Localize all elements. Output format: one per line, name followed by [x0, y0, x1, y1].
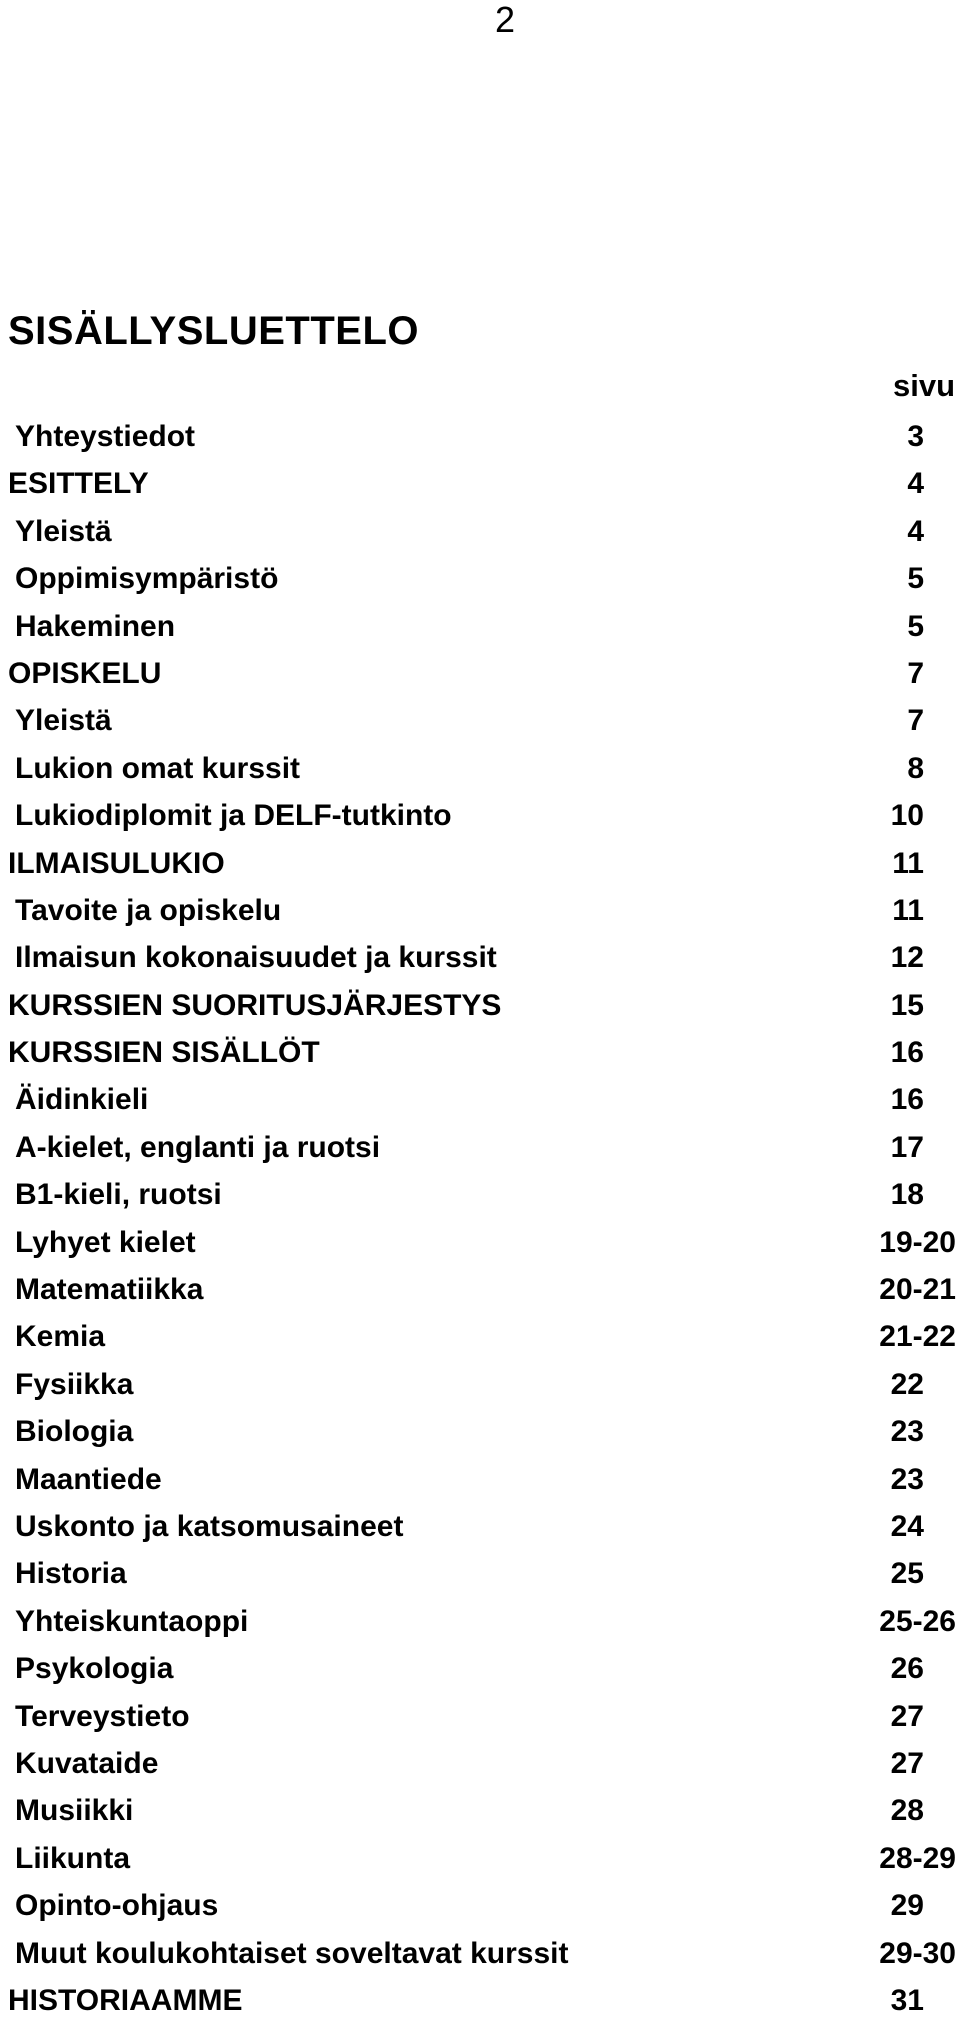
toc-entry-page: 19-20: [879, 1225, 956, 1259]
toc-entry: [0, 697, 960, 744]
toc-entry-label: Lukion omat kurssit: [15, 751, 301, 785]
toc-entry-page: 29: [890, 1889, 924, 1923]
toc-entry: [0, 1171, 960, 1218]
table-of-contents: [0, 413, 960, 2024]
toc-entry: [0, 1124, 960, 1171]
page-column-header: sivu: [892, 368, 955, 403]
toc-entry-page: 28-29: [879, 1841, 956, 1875]
toc-entry: [0, 1693, 960, 1740]
toc-entry: [0, 1740, 960, 1787]
toc-entry-label: Tavoite ja opiskelu: [15, 893, 282, 927]
toc-entry-label: OPISKELU: [8, 656, 162, 690]
toc-entry-page: 12: [890, 941, 924, 975]
toc-entry-label: KURSSIEN SISÄLLÖT: [8, 1036, 320, 1070]
toc-entry-page: 15: [890, 988, 924, 1022]
toc-entry: [0, 840, 960, 887]
toc-entry-label: A-kielet, englanti ja ruotsi: [15, 1130, 381, 1164]
toc-entry-page: 31: [890, 1983, 924, 2017]
toc-entry-page: 11: [892, 846, 924, 880]
toc-entry: [0, 887, 960, 934]
toc-entry: [0, 1456, 960, 1503]
toc-entry-label: Historia: [15, 1557, 127, 1591]
toc-entry: [0, 1882, 960, 1929]
toc-entry: [0, 1029, 960, 1076]
toc-entry-page: 17: [890, 1130, 924, 1164]
toc-entry-page: 21-22: [879, 1320, 956, 1354]
toc-entry-label: ESITTELY: [8, 467, 149, 501]
toc-entry-label: Kemia: [15, 1320, 106, 1354]
toc-entry: [0, 1550, 960, 1597]
toc-entry-label: Musiikki: [15, 1794, 134, 1828]
toc-entry: [0, 413, 960, 460]
toc-entry: [0, 1076, 960, 1123]
toc-entry: [0, 792, 960, 839]
toc-entry: [0, 603, 960, 650]
toc-entry-label: Yleistä: [15, 704, 112, 738]
toc-entry: [0, 982, 960, 1029]
toc-entry: [0, 1219, 960, 1266]
toc-entry-label: Lukiodiplomit ja DELF-tutkinto: [15, 799, 452, 833]
toc-entry: [0, 1645, 960, 1692]
toc-entry: [0, 1361, 960, 1408]
toc-entry-label: Matematiikka: [15, 1273, 204, 1307]
toc-entry-label: HISTORIAAMME: [8, 1983, 243, 2017]
toc-entry-page: 3: [907, 420, 924, 453]
toc-entry-page: 27: [890, 1746, 924, 1780]
toc-entry: [0, 1266, 960, 1313]
toc-entry-label: Fysiikka: [15, 1367, 134, 1401]
toc-entry-page: 25-26: [879, 1604, 956, 1638]
toc-entry-page: 10: [890, 799, 924, 833]
toc-entry-page: 28: [890, 1794, 924, 1828]
toc-entry-label: Uskonto ja katsomusaineet: [15, 1509, 404, 1543]
toc-entry-label: Psykologia: [15, 1652, 174, 1686]
toc-entry-label: ILMAISULUKIO: [8, 846, 225, 880]
toc-entry-label: Hakeminen: [15, 609, 176, 643]
toc-entry-page: 22: [890, 1367, 924, 1401]
toc-entry-page: 5: [907, 562, 924, 596]
toc-entry: [0, 508, 960, 555]
toc-entry-page: 4: [907, 467, 924, 501]
toc-entry-page: 24: [890, 1509, 924, 1543]
toc-entry-page: 4: [907, 514, 924, 548]
toc-entry-label: Äidinkieli: [15, 1083, 149, 1117]
toc-entry-label: Yleistä: [15, 514, 112, 548]
page-number: 2: [494, 0, 516, 40]
toc-entry-page: 16: [890, 1083, 924, 1117]
toc-entry: [0, 934, 960, 981]
toc-entry-label: B1-kieli, ruotsi: [15, 1178, 222, 1212]
toc-entry-page: 11: [892, 893, 924, 927]
toc-entry-label: Opinto-ohjaus: [15, 1889, 219, 1923]
toc-entry-label: Lyhyet kielet: [15, 1225, 196, 1259]
toc-entry-label: Muut koulukohtaiset soveltavat kurssit: [15, 1936, 569, 1970]
toc-entry-page: 23: [890, 1462, 924, 1496]
toc-entry: [0, 555, 960, 602]
toc-entry-page: 25: [890, 1557, 924, 1591]
toc-entry-label: Maantiede: [15, 1462, 162, 1496]
toc-entry: [0, 1930, 960, 1977]
toc-entry-page: 26: [890, 1652, 924, 1686]
toc-entry: [0, 1313, 960, 1360]
toc-entry: [0, 460, 960, 507]
toc-entry: [0, 1408, 960, 1455]
toc-entry: [0, 1503, 960, 1550]
toc-entry-label: Liikunta: [15, 1841, 131, 1875]
toc-entry-label: Ilmaisun kokonaisuudet ja kurssit: [15, 941, 497, 975]
toc-entry: [0, 650, 960, 697]
toc-entry-page: 7: [907, 704, 924, 738]
toc-entry-page: 23: [890, 1415, 924, 1449]
toc-entry-page: 18: [890, 1178, 924, 1212]
toc-entry-page: 5: [907, 609, 924, 643]
toc-entry-label: Biologia: [15, 1415, 134, 1449]
toc-entry-page: 8: [907, 751, 924, 785]
toc-entry: [0, 745, 960, 792]
toc-entry: [0, 1787, 960, 1834]
toc-entry: [0, 1835, 960, 1882]
toc-entry-label: Terveystieto: [15, 1699, 190, 1733]
toc-entry: [0, 1598, 960, 1645]
toc-entry-page: 20-21: [879, 1273, 956, 1307]
toc-title: SISÄLLYSLUETTELO: [8, 309, 420, 353]
toc-entry-label: Oppimisympäristö: [15, 562, 279, 596]
toc-entry: [0, 1977, 960, 2024]
toc-entry-page: 27: [890, 1699, 924, 1733]
toc-entry-label: Yhteystiedot: [15, 420, 196, 453]
toc-entry-label: Yhteiskuntaoppi: [15, 1604, 249, 1638]
toc-entry-page: 16: [890, 1036, 924, 1070]
toc-entry-label: KURSSIEN SUORITUSJÄRJESTYS: [8, 988, 502, 1022]
toc-entry-label: Kuvataide: [15, 1746, 159, 1780]
toc-entry-page: 29-30: [879, 1936, 956, 1970]
toc-entry-page: 7: [907, 656, 924, 690]
